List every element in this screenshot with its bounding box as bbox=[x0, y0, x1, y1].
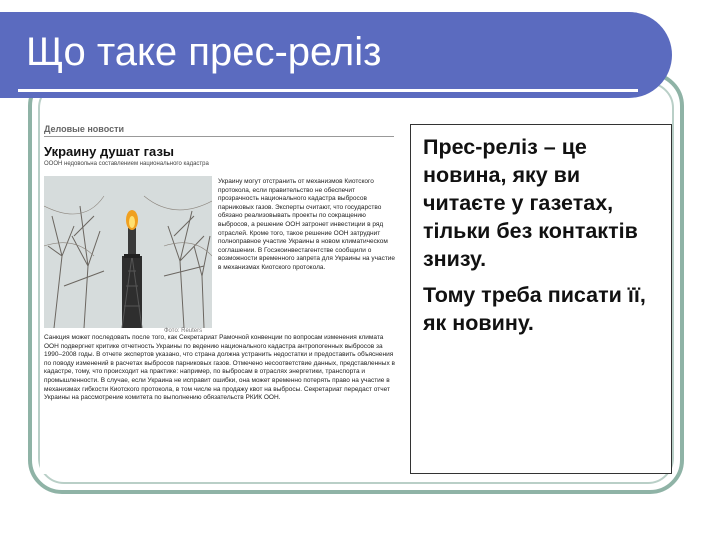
definition-paragraph: Прес-реліз – це новина, яку ви читаєте у газетах, тільки без контактів знизу. bbox=[423, 135, 638, 271]
title-underline bbox=[18, 89, 638, 92]
clipping-subheadline: ОООН недовольна составлением национального кадастра bbox=[44, 161, 209, 167]
slide-title: Що таке прес-реліз bbox=[26, 30, 382, 74]
photo-credit: Фото: Reuters bbox=[164, 328, 203, 334]
news-photo bbox=[44, 176, 212, 328]
gas-flare-tower-photo bbox=[44, 176, 212, 328]
clipping-body-text: Санкция может последовать после того, как Секретариат Рамочной конвенции по вопросам изменения климата ООН подвергнет критике отчетность Украины по ведению национального кадастра антропогенных выбросов за 1990–2008 годы. В отчете экспертов указано, что страна должна устранить недостатки и предоставить объяснения по поводу изменений в расчетах выбросов парниковых газов. Отмечено несоответствие данных, представленных в кадастре, тому, что происходит на практике: например, по выбросам в отраслях энергетики, транспорта и промышленности. В случае, если Украина не исправит ошибки, она может временно потерять право на участие в механизмах гибкости Киотского протокола, в том числе на продажу квот на выбросы. Секретариат передаст отчет Украины на рассмотрение комитета по выполнению обязательств РКИК ООН. bbox=[44, 334, 395, 402]
clipping-rule bbox=[44, 136, 394, 137]
clipping-column-text: Украину могут отстранить от механизмов Киотского протокола, если правительство не обеспечит прозрачность национального кадастра выбросов парниковых газов. Эксперты считают, что государство обязано реализовывать проекты по сокращению выбросов, а решение ООН затронет инвестиции в ряд отраслей. Кроме того, такое решение ООН затруднит полноправное участие Украины в новом климатическом соглашении. В Госэкоинвестагентстве сообщили о возможности временного запрета для Украины на участие в механизмах Киотского протокола. bbox=[218, 178, 396, 271]
definition-textbox bbox=[410, 124, 672, 474]
clipping-headline: Украину душат газы bbox=[44, 144, 175, 159]
clipping-section: Деловые новости bbox=[44, 124, 125, 134]
advice-paragraph: Тому треба писати її, як новину. bbox=[423, 283, 646, 335]
newspaper-clipping bbox=[40, 118, 400, 474]
